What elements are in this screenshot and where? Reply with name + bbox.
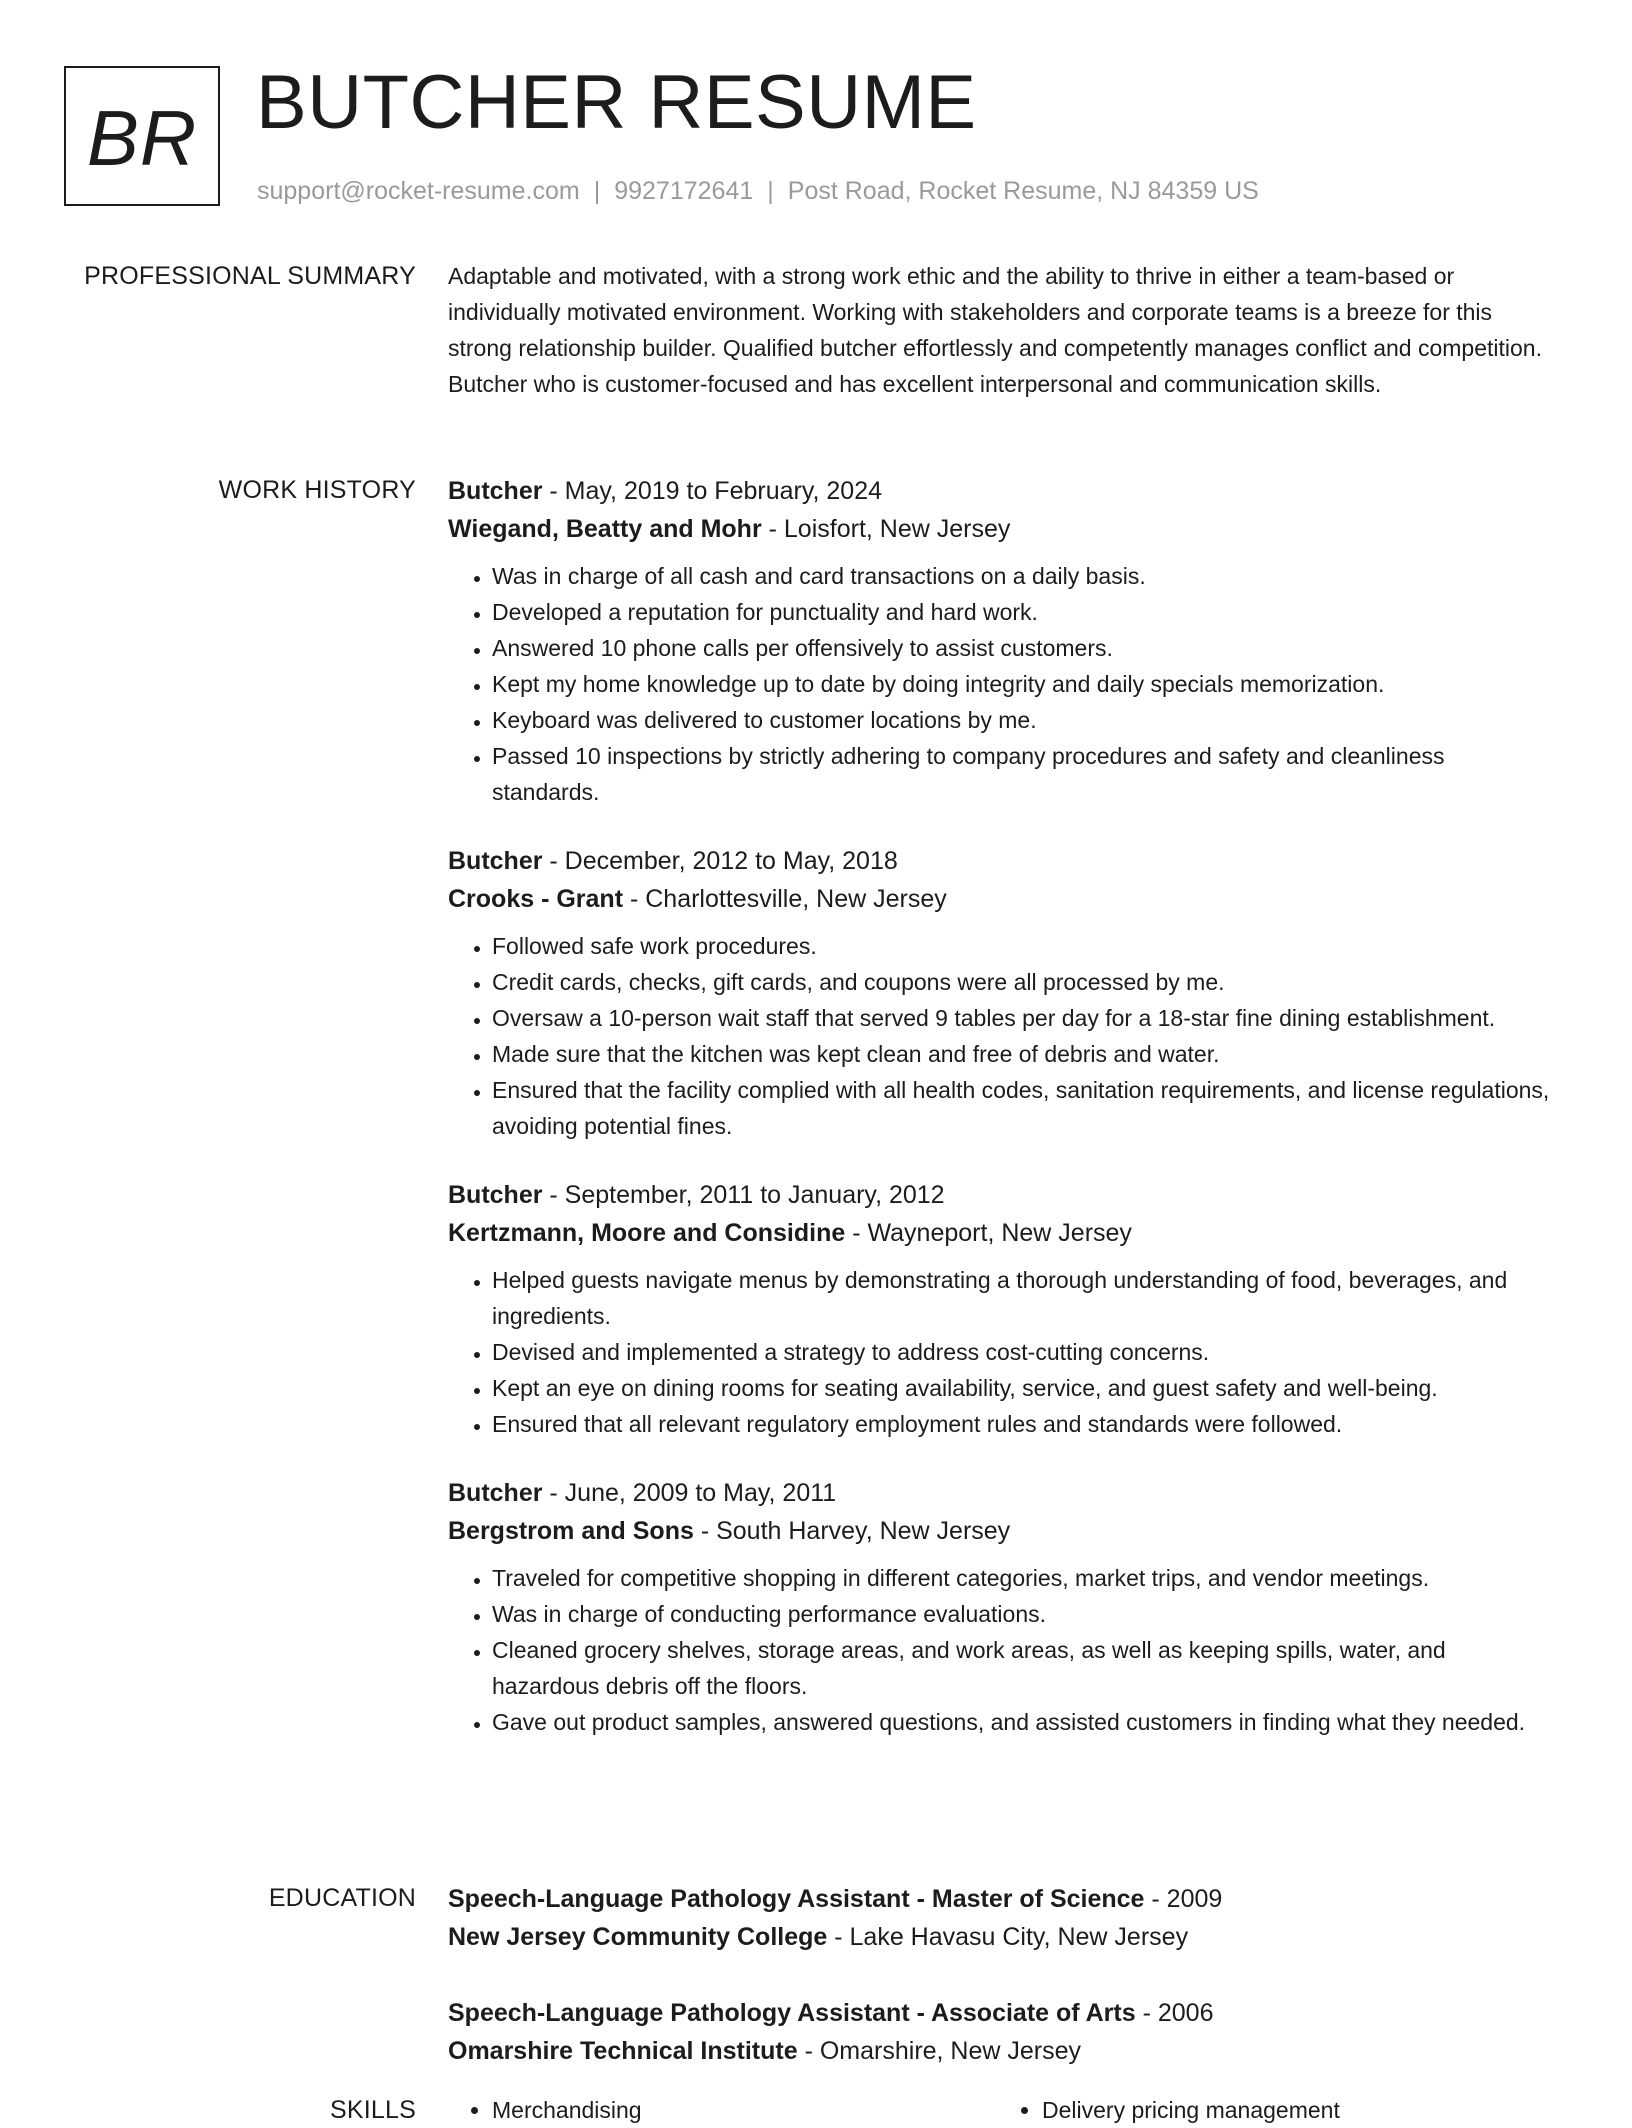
job-dates: - May, 2019 to February, 2024 bbox=[542, 477, 882, 505]
education-location: - Lake Havasu City, New Jersey bbox=[827, 1923, 1189, 1951]
job-duty: • Gave out product samples, answered questions, and assisted customers in finding what they needed. bbox=[492, 1704, 1558, 1740]
education-degree: Speech-Language Pathology Assistant - Associate of Arts bbox=[448, 1999, 1136, 2027]
job-duty: • Ensured that the facility complied with all health codes, sanitation requirements, and license regulations, avoiding potential fines. bbox=[492, 1072, 1558, 1144]
job-company-line bbox=[448, 880, 1558, 918]
contact-phone[interactable]: 9927172641 bbox=[614, 177, 754, 205]
job-title-line bbox=[448, 472, 1558, 510]
job-duty: • Credit cards, checks, gift cards, and coupons were all processed by me. bbox=[492, 964, 1558, 1000]
summary-text: Adaptable and motivated, with a strong work ethic and the ability to thrive in either a team-based or individually motivated environment. Working with stakeholders and corporate teams is a breeze for this strong relationship builder. Qualified butcher effortlessly and competently manages conflict and competition. Butcher who is customer-focused and has excellent interpersonal and communication skills. bbox=[448, 263, 1542, 397]
education-year: - 2009 bbox=[1144, 1885, 1223, 1913]
job-title-line bbox=[448, 1176, 1558, 1214]
job-title: Butcher bbox=[448, 847, 543, 875]
job-company: Crooks - Grant bbox=[448, 885, 624, 913]
job-duty: • Was in charge of conducting performance evaluations. bbox=[492, 1596, 1558, 1632]
contact-separator: | bbox=[593, 177, 601, 205]
job-location: - South Harvey, New Jersey bbox=[693, 1517, 1011, 1545]
section-label-education: EDUCATION bbox=[268, 1884, 416, 1912]
job-title: Butcher bbox=[448, 1479, 543, 1507]
job-duties-list bbox=[448, 928, 1558, 1144]
job-duty: • Helped guests navigate menus by demonstrating a thorough understanding of food, beverages, and ingredients. bbox=[492, 1262, 1558, 1334]
job-location: - Loisfort, New Jersey bbox=[761, 515, 1011, 543]
skills-column bbox=[998, 2092, 1548, 2128]
job-entry bbox=[448, 842, 1558, 1144]
skill-item: • Delivery pricing management bbox=[1042, 2092, 1548, 2128]
education-school-line bbox=[448, 1918, 1558, 1956]
job-duties-list bbox=[448, 1262, 1558, 1442]
job-duty: • Passed 10 inspections by strictly adhering to company procedures and safety and cleanliness standards. bbox=[492, 738, 1558, 810]
skills-column bbox=[448, 2092, 998, 2128]
education-school: Omarshire Technical Institute bbox=[448, 2037, 798, 2065]
skills-list bbox=[448, 2092, 1558, 2128]
skill-item: • Merchandising bbox=[492, 2092, 998, 2128]
education-degree-line bbox=[448, 1880, 1558, 1918]
contact-address: Post Road, Rocket Resume, NJ 84359 US bbox=[787, 177, 1259, 205]
job-company: Wiegand, Beatty and Mohr bbox=[448, 515, 762, 543]
skills-column-list bbox=[448, 2092, 998, 2128]
job-duty: • Devised and implemented a strategy to address cost-cutting concerns. bbox=[492, 1334, 1558, 1370]
job-entry bbox=[448, 472, 1558, 810]
job-duties-list bbox=[448, 558, 1558, 810]
job-duty: • Made sure that the kitchen was kept clean and free of debris and water. bbox=[492, 1036, 1558, 1072]
job-duty: • Followed safe work procedures. bbox=[492, 928, 1558, 964]
job-title: Butcher bbox=[448, 1181, 543, 1209]
skills-body bbox=[448, 2092, 1558, 2128]
job-duty: • Answered 10 phone calls per offensively to assist customers. bbox=[492, 630, 1558, 666]
monogram-logo: BR bbox=[64, 66, 220, 206]
education-school: New Jersey Community College bbox=[448, 1923, 828, 1951]
education-school-line bbox=[448, 2032, 1558, 2070]
job-entry bbox=[448, 1176, 1558, 1442]
education-body bbox=[448, 1880, 1558, 2108]
job-duty: • Kept an eye on dining rooms for seating availability, service, and guest safety and well-being. bbox=[492, 1370, 1558, 1406]
job-dates: - September, 2011 to January, 2012 bbox=[542, 1181, 945, 1209]
education-degree-line bbox=[448, 1994, 1558, 2032]
work-history-body bbox=[448, 472, 1558, 1772]
job-title-line bbox=[448, 842, 1558, 880]
contact-line bbox=[257, 174, 1259, 208]
job-duties-list bbox=[448, 1560, 1558, 1740]
job-title: Butcher bbox=[448, 477, 543, 505]
job-company-line bbox=[448, 1214, 1558, 1252]
job-company-line bbox=[448, 1512, 1558, 1550]
job-title-line bbox=[448, 1474, 1558, 1512]
job-company: Bergstrom and Sons bbox=[448, 1517, 694, 1545]
job-duty: • Kept my home knowledge up to date by doing integrity and daily specials memorization. bbox=[492, 666, 1558, 702]
education-location: - Omarshire, New Jersey bbox=[797, 2037, 1082, 2065]
education-entry bbox=[448, 1994, 1558, 2070]
job-duty: • Developed a reputation for punctuality and hard work. bbox=[492, 594, 1558, 630]
contact-separator: | bbox=[767, 177, 774, 205]
education-degree: Speech-Language Pathology Assistant - Master of Science bbox=[448, 1885, 1145, 1913]
education-entry bbox=[448, 1880, 1558, 1956]
job-duty: • Was in charge of all cash and card transactions on a daily basis. bbox=[492, 558, 1558, 594]
job-duty: • Oversaw a 10-person wait staff that served 9 tables per day for a 18-star fine dining establishment. bbox=[492, 1000, 1558, 1036]
job-duty: • Ensured that all relevant regulatory employment rules and standards were followed. bbox=[492, 1406, 1558, 1442]
skills-column-list bbox=[998, 2092, 1548, 2128]
contact-email[interactable]: support@rocket-resume.com bbox=[257, 177, 580, 205]
job-duty: • Keyboard was delivered to customer locations by me. bbox=[492, 702, 1558, 738]
section-label-skills: SKILLS bbox=[330, 2096, 416, 2124]
job-company-line bbox=[448, 510, 1558, 548]
job-duty: • Cleaned grocery shelves, storage areas, and work areas, as well as keeping spills, water, and hazardous debris off the floors. bbox=[492, 1632, 1558, 1704]
section-label-summary: PROFESSIONAL SUMMARY bbox=[84, 262, 416, 290]
job-company: Kertzmann, Moore and Considine bbox=[448, 1219, 846, 1247]
job-dates: - December, 2012 to May, 2018 bbox=[542, 847, 898, 875]
job-location: - Charlottesville, New Jersey bbox=[623, 885, 947, 913]
section-label-work: WORK HISTORY bbox=[218, 476, 416, 504]
job-entry bbox=[448, 1474, 1558, 1740]
resume-title: BUTCHER RESUME bbox=[256, 60, 977, 145]
job-duty: • Traveled for competitive shopping in different categories, market trips, and vendor meetings. bbox=[492, 1560, 1558, 1596]
summary-body bbox=[448, 258, 1558, 402]
job-dates: - June, 2009 to May, 2011 bbox=[542, 1479, 837, 1507]
education-year: - 2006 bbox=[1135, 1999, 1214, 2027]
job-location: - Wayneport, New Jersey bbox=[845, 1219, 1132, 1247]
